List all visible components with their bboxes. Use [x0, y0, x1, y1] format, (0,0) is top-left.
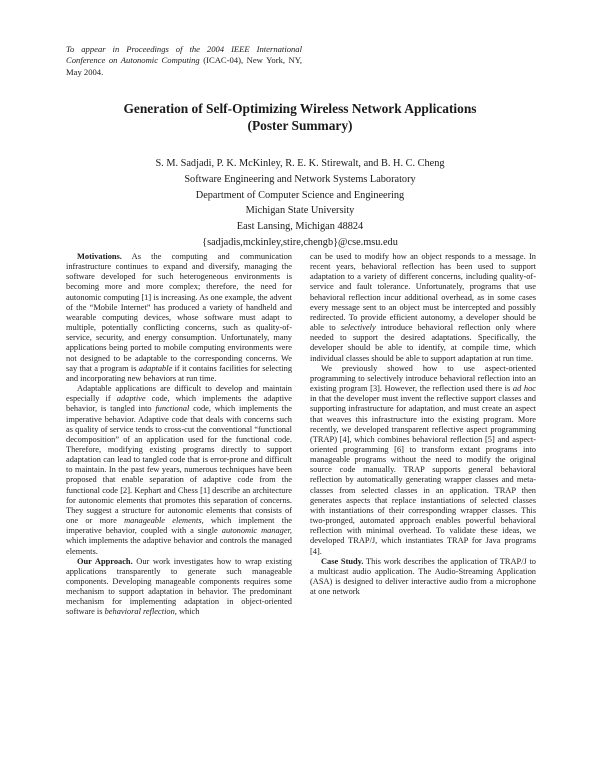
author-email: {sadjadis,mckinley,stire,chengb}@cse.msu.edu [202, 236, 398, 248]
term-manageable-elements: manageable elements, [124, 516, 204, 526]
right-column [310, 252, 536, 597]
term-selectively: selectively [340, 323, 376, 333]
approach-text-end: which [176, 607, 200, 617]
motivations-heading: Motivations. [77, 252, 122, 261]
term-ad-hoc: ad hoc [512, 384, 536, 394]
term-autonomic-manager: autonomic manager, [221, 526, 293, 536]
adaptation-text-c: code, which implements the imperative behavior. Adaptive code that deals with concerns such as quality of service tends to cross-cut the conventional “functional decomposition” of an application used for the functional code. Therefore, modifying existing programs directly to support adaptation can lead to tangled code that is error-prone and difficult to maintain. In the past few years, numerous techniques have been proposed that enable separation of adaptive code from the functional code [2]. Kephart and Chess [1] describe an architecture for autonomic elements that promotes this separation of concerns. They suggest a structure for autonomic elements that consists of one or more [66, 404, 293, 526]
paper-title: Generation of Self-Optimizing Wireless Network Applications [123, 101, 477, 116]
term-adaptable: adaptable [138, 363, 173, 373]
author-lab: Software Engineering and Network Systems Laboratory [184, 173, 416, 185]
term-behavioral-reflection: behavioral reflection, [104, 607, 177, 617]
publication-note [66, 44, 302, 78]
adaptation-text-e: which implements the adaptive behavior and controls the managed elements. [66, 536, 292, 556]
left-column [66, 252, 292, 618]
approach-heading: Our Approach. [77, 556, 133, 566]
reflection-paragraph [310, 252, 536, 364]
approach-text: Our work investigates how to wrap existing applications transparently to generate such manageable components. Developing manageable components requires some mechanism to support adaptation in behavior. The predominant mechanism for implementing adaptation in object-oriented software is [66, 556, 292, 617]
case-study-paragraph [310, 557, 536, 598]
approach-paragraph [66, 557, 292, 618]
author-university: Michigan State University [245, 205, 355, 217]
publication-note-venue: To appear in Proceedings of the 2004 IEEE International Conference on Autonomic Computing [66, 44, 302, 66]
reflection-text-b: introduce behavioral reflection only where needed to support the desired adaptations. Specifically, the developer should be able to identify, at compile time, which individual classes should be able to support adaptation at run time. [310, 323, 537, 363]
trap-paragraph [310, 364, 536, 557]
trap-text-b: in that the developer must invent the reflective support classes and supporting infrastructure for adaptation, and must create an aspect that weaves this infrastructure into the existing program. More recently, we developed transparent reflective aspect programming (TRAP) [4], which combines behavioral reflection [5] and aspect-oriented programming [6] to transform extant programs into manageable programs without the need to modify the original source code manually. TRAP supports general behavioral reflection by automatically generating wrapper classes and meta-classes from selected classes in an application. TRAP then generates aspects that replace instantiations of selected classes with instantiations of their corresponding wrapper classes. This two-pronged, automated approach enables powerful behavioral reflection with minimal overhead. To validate these ideas, we developed TRAP/J, which instantiates TRAP for Java programs [4]. [310, 394, 536, 556]
reflection-text-a: can be used to modify how an object responds to a message. In recent years, behavioral reflection has been used to support adaptation to a variety of different concerns, including quality-of-service and fault tolerance. Unfortunately, programs that use behavioral reflection incur additional overhead, as in some cases every message sent to an object must be intercepted and possibly redirected. To provide efficient autonomy, a developer should be able to [310, 252, 536, 333]
term-adaptive: adaptive [116, 394, 146, 404]
motivations-paragraph [66, 252, 292, 384]
term-functional: functional [155, 404, 190, 414]
case-study-heading: Case Study. [321, 556, 364, 566]
author-city: East Lansing, Michigan 48824 [236, 221, 364, 233]
trap-text-a: We previously showed how to use aspect-oriented programming to selectively introduce behavioral reflection into an existing program [3]. However, the reflection used there is [310, 363, 536, 394]
author-names: S. M. Sadjadi, P. K. McKinley, R. E. K. Stirewalt, and B. H. C. Cheng [155, 158, 445, 169]
publication-note-details: (ICAC-04), New York, NY, May 2004. [66, 55, 302, 77]
author-block [0, 156, 600, 251]
adaptation-paragraph [66, 384, 292, 557]
paper-subtitle: (Poster Summary) [247, 118, 353, 133]
case-study-text: This work describes the application of TRAP/J to a multicast audio application. The Audio-Streaming Application (ASA) is designed to deliver interactive audio from a microphone at one network [310, 556, 536, 597]
motivations-text-end: if it contains facilities for selecting and incorporating new behaviors at run time. [66, 363, 293, 383]
adaptation-text-b: code, which implements the adaptive behavior, is tangled into [66, 394, 292, 414]
adaptation-text-a: Adaptable applications are difficult to develop and maintain especially if [66, 384, 292, 404]
adaptation-text-d: which implement the imperative behavior, coupled with a single [66, 516, 292, 536]
motivations-text: As the computing and communication infrastructure continues to expand and diversify, managing the software developed for such heterogeneous environments is becoming more and more complex; therefore, the need for autonomic computing [1] is increasing. As one example, the advent of the “Mobile Internet” has produced a variety of handheld and wearable computing devices, whose software must adapt to multiple, potentially conflicting concerns, such as quality-of-service, security, and energy consumption. Unfortunately, many applications being ported to mobile computing environments were not designed to be adaptable to the corresponding concerns. We say that a program is [66, 252, 292, 373]
author-department: Department of Computer Science and Engineering [195, 189, 405, 201]
